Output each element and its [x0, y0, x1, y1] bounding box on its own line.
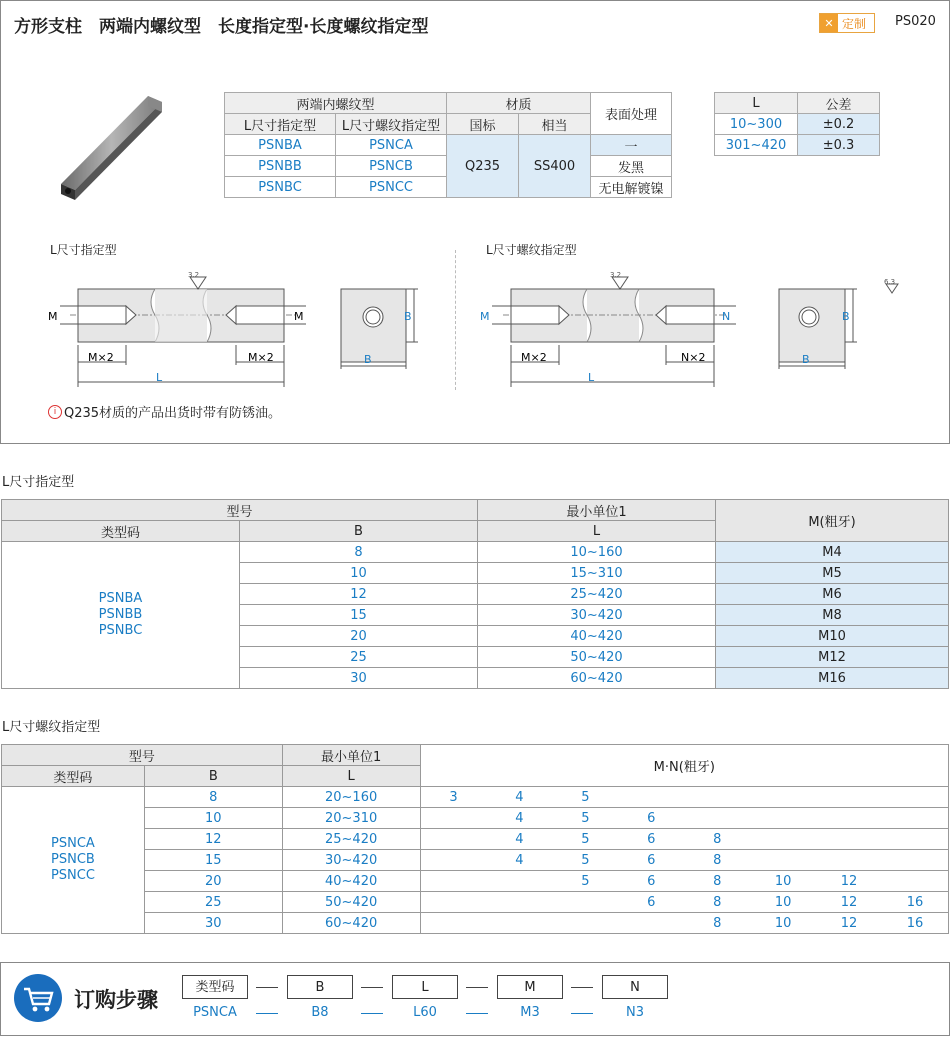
t2-mn-value: 4 [486, 787, 552, 808]
t1-b: 25 [240, 647, 478, 668]
t2-codes [2, 787, 145, 934]
t2-mn-value: 10 [750, 913, 816, 934]
spec-lt-code[interactable]: PSNCC [336, 177, 447, 198]
t2-mn-value: 8 [684, 892, 750, 913]
t2-b: 15 [144, 850, 282, 871]
tol-value: ±0.2 [798, 114, 880, 135]
t2-mn-value [816, 829, 882, 850]
t2-b: 10 [144, 808, 282, 829]
order-step-b: B [287, 975, 353, 999]
t2-mn-value [420, 829, 486, 850]
dash [256, 987, 278, 988]
drawing-right-title: L尺寸螺纹指定型 [486, 243, 577, 257]
t2-mn-value [882, 850, 948, 871]
t2-h-mn: M·N(粗牙) [420, 745, 948, 787]
dim-n: N [722, 310, 731, 323]
h-type: 两端内螺纹型 [225, 93, 447, 114]
dash [466, 1013, 488, 1014]
dim-b-side: B [842, 310, 850, 323]
table1 [1, 499, 949, 689]
t1-h-code: 类型码 [2, 521, 240, 542]
t2-b: 8 [144, 787, 282, 808]
spec-table [224, 92, 672, 198]
tol-value: ±0.3 [798, 135, 880, 156]
table2 [1, 744, 949, 934]
t2-b: 25 [144, 892, 282, 913]
t2-mn-value [684, 787, 750, 808]
spec-l-code[interactable]: PSNBA [225, 135, 336, 156]
t2-mn-value [750, 850, 816, 871]
t2-mn-value: 12 [816, 892, 882, 913]
t1-m: M8 [716, 605, 949, 626]
t2-mn-value [882, 787, 948, 808]
table1-title: L尺寸指定型 [2, 475, 75, 490]
dash [571, 1013, 593, 1014]
spec-l-code[interactable]: PSNBB [225, 156, 336, 177]
t2-mn-value [420, 913, 486, 934]
note-text: Q235材质的产品出货时带有防锈油。 [64, 406, 282, 421]
t2-mn-value [816, 787, 882, 808]
t1-l: 15~310 [478, 563, 716, 584]
dash [361, 987, 383, 988]
spec-surface: 无电解镀镍 [591, 177, 672, 198]
t2-b: 12 [144, 829, 282, 850]
drawing-left [40, 265, 460, 390]
t2-mn-value: 5 [552, 808, 618, 829]
t2-mn-value [882, 871, 948, 892]
h-eq: 相当 [519, 114, 591, 135]
dim-b-bottom: B [802, 353, 810, 366]
t2-l: 40~420 [282, 871, 420, 892]
t2-code[interactable]: PSNCC [50, 868, 95, 883]
t2-mn-value: 16 [882, 913, 948, 934]
dim-m: M [480, 310, 490, 323]
order-title: 订购步骤 [74, 988, 158, 1012]
order-val-n: N3 [626, 1005, 644, 1020]
t2-mn-value [750, 787, 816, 808]
t2-h-b: B [144, 766, 282, 787]
tol-l: 301~420 [715, 135, 798, 156]
t2-mn-value: 4 [486, 829, 552, 850]
h-tol: 公差 [798, 93, 880, 114]
t1-m: M4 [716, 542, 949, 563]
t2-mn-value [420, 892, 486, 913]
t2-mn-value: 16 [882, 892, 948, 913]
t2-mn-value: 10 [750, 871, 816, 892]
t2-mn-value [618, 787, 684, 808]
t1-l: 25~420 [478, 584, 716, 605]
t2-mn-value: 4 [486, 808, 552, 829]
t2-mn-value: 5 [552, 829, 618, 850]
t1-code[interactable]: PSNBB [98, 607, 143, 622]
t2-mn-value: 6 [618, 829, 684, 850]
t2-mn-value: 3 [420, 787, 486, 808]
t1-l: 50~420 [478, 647, 716, 668]
t1-m: M12 [716, 647, 949, 668]
t2-mn-value [816, 808, 882, 829]
dash [466, 987, 488, 988]
tolerance-table [714, 92, 880, 156]
t1-m: M5 [716, 563, 949, 584]
spec-surface: 发黑 [591, 156, 672, 177]
spec-eq: SS400 [519, 135, 591, 198]
t1-h-l: L [478, 521, 716, 542]
drawing-right [470, 265, 920, 390]
custom-badge[interactable] [819, 13, 875, 33]
t2-h-l: L [282, 766, 420, 787]
t1-h-m: M(粗牙) [716, 500, 949, 542]
t2-mn-value: 4 [486, 850, 552, 871]
t2-mn-value [750, 829, 816, 850]
t1-h-b: B [240, 521, 478, 542]
t2-mn-value: 12 [816, 871, 882, 892]
t1-l: 10~160 [478, 542, 716, 563]
t2-mn-value [420, 808, 486, 829]
dim-mx2: M×2 [521, 351, 547, 364]
t2-mn-value [882, 829, 948, 850]
h-lt-type: L尺寸螺纹指定型 [336, 114, 447, 135]
t2-mn-value: 8 [684, 913, 750, 934]
t1-h-min: 最小单位1 [478, 500, 716, 521]
order-step-n: N [602, 975, 668, 999]
rough1: 3.2 [188, 271, 200, 279]
t1-l: 30~420 [478, 605, 716, 626]
dim-mx2-left: M×2 [88, 351, 114, 364]
spec-lt-code[interactable]: PSNCA [336, 135, 447, 156]
t2-b: 20 [144, 871, 282, 892]
t1-m: M10 [716, 626, 949, 647]
t2-mn-value: 6 [618, 871, 684, 892]
t2-l: 25~420 [282, 829, 420, 850]
t2-mn-value [486, 913, 552, 934]
order-val-b: B8 [311, 1005, 329, 1020]
custom-icon: ✕ [820, 14, 838, 32]
dim-m-left: M [48, 310, 58, 323]
t2-mn-value: 12 [816, 913, 882, 934]
t1-b: 30 [240, 668, 478, 689]
t1-l: 40~420 [478, 626, 716, 647]
rough2: 3.2 [610, 271, 622, 279]
t2-mn-value: 6 [618, 808, 684, 829]
order-step-m: M [497, 975, 563, 999]
info-icon: i [48, 405, 62, 419]
dim-m-right: M [294, 310, 304, 323]
t2-mn-value [684, 808, 750, 829]
dash [256, 1013, 278, 1014]
t2-mn-value: 5 [552, 871, 618, 892]
order-step-code: 类型码 [182, 975, 248, 999]
h-material: 材质 [447, 93, 591, 114]
spec-surface: 一 [591, 135, 672, 156]
dim-l: L [588, 371, 595, 384]
order-val-l: L60 [413, 1005, 437, 1020]
t1-h-model: 型号 [2, 500, 478, 521]
t2-b: 30 [144, 913, 282, 934]
page-title: 方形支柱 两端内螺纹型 长度指定型·长度螺纹指定型 [14, 17, 429, 37]
t1-code[interactable]: PSNBC [98, 623, 143, 638]
spec-l-code[interactable]: PSNBC [225, 177, 336, 198]
t2-mn-value [816, 850, 882, 871]
t2-mn-value [552, 913, 618, 934]
product-code: PS020 [895, 14, 936, 29]
t2-l: 20~310 [282, 808, 420, 829]
product-image [45, 90, 170, 200]
t2-h-code: 类型码 [2, 766, 145, 787]
t2-mn-value [486, 892, 552, 913]
dim-nx2: N×2 [681, 351, 706, 364]
t1-m: M16 [716, 668, 949, 689]
t2-mn-value: 8 [684, 829, 750, 850]
drawing-left-title: L尺寸指定型 [50, 243, 117, 257]
t1-m: M6 [716, 584, 949, 605]
t2-h-min: 最小单位1 [282, 745, 420, 766]
dash [571, 987, 593, 988]
custom-label: 定制 [842, 16, 867, 31]
t1-code[interactable]: PSNBA [98, 591, 143, 606]
t1-b: 15 [240, 605, 478, 626]
t2-mn-value: 5 [552, 850, 618, 871]
h-tol-l: L [715, 93, 798, 114]
t2-mn-value: 5 [552, 787, 618, 808]
dim-b-side: B [404, 310, 412, 323]
h-l-type: L尺寸指定型 [225, 114, 336, 135]
spec-gb: Q235 [447, 135, 519, 198]
t2-mn-value [750, 808, 816, 829]
t2-l: 20~160 [282, 787, 420, 808]
dash [361, 1013, 383, 1014]
tol-l: 10~300 [715, 114, 798, 135]
rough3: 6.3 [884, 278, 896, 286]
t1-b: 10 [240, 563, 478, 584]
t1-b: 8 [240, 542, 478, 563]
t1-l: 60~420 [478, 668, 716, 689]
t2-code[interactable]: PSNCA [51, 836, 95, 851]
t2-code[interactable]: PSNCB [51, 852, 95, 867]
order-val-m: M3 [520, 1005, 540, 1020]
note [48, 402, 281, 421]
t2-mn-value [420, 850, 486, 871]
t2-mn-value: 8 [684, 850, 750, 871]
order-val-code: PSNCA [193, 1005, 237, 1020]
t1-b: 12 [240, 584, 478, 605]
t2-l: 30~420 [282, 850, 420, 871]
t2-mn-value [882, 808, 948, 829]
t1-b: 20 [240, 626, 478, 647]
t2-h-model: 型号 [2, 745, 283, 766]
table2-title: L尺寸螺纹指定型 [2, 720, 101, 735]
dim-mx2-right: M×2 [248, 351, 274, 364]
t2-mn-value [552, 892, 618, 913]
t1-codes [2, 542, 240, 689]
dim-l: L [156, 371, 163, 384]
h-gb: 国标 [447, 114, 519, 135]
t2-mn-value: 10 [750, 892, 816, 913]
t2-mn-value [618, 913, 684, 934]
t2-mn-value [420, 871, 486, 892]
t2-l: 50~420 [282, 892, 420, 913]
t2-mn-value: 6 [618, 892, 684, 913]
t2-mn-value: 6 [618, 850, 684, 871]
cart-icon [14, 974, 62, 1022]
h-surface: 表面处理 [591, 93, 672, 135]
t2-mn-value [486, 871, 552, 892]
t2-mn-value: 8 [684, 871, 750, 892]
t2-l: 60~420 [282, 913, 420, 934]
dim-b-bottom: B [364, 353, 372, 366]
spec-lt-code[interactable]: PSNCB [336, 156, 447, 177]
order-step-l: L [392, 975, 458, 999]
